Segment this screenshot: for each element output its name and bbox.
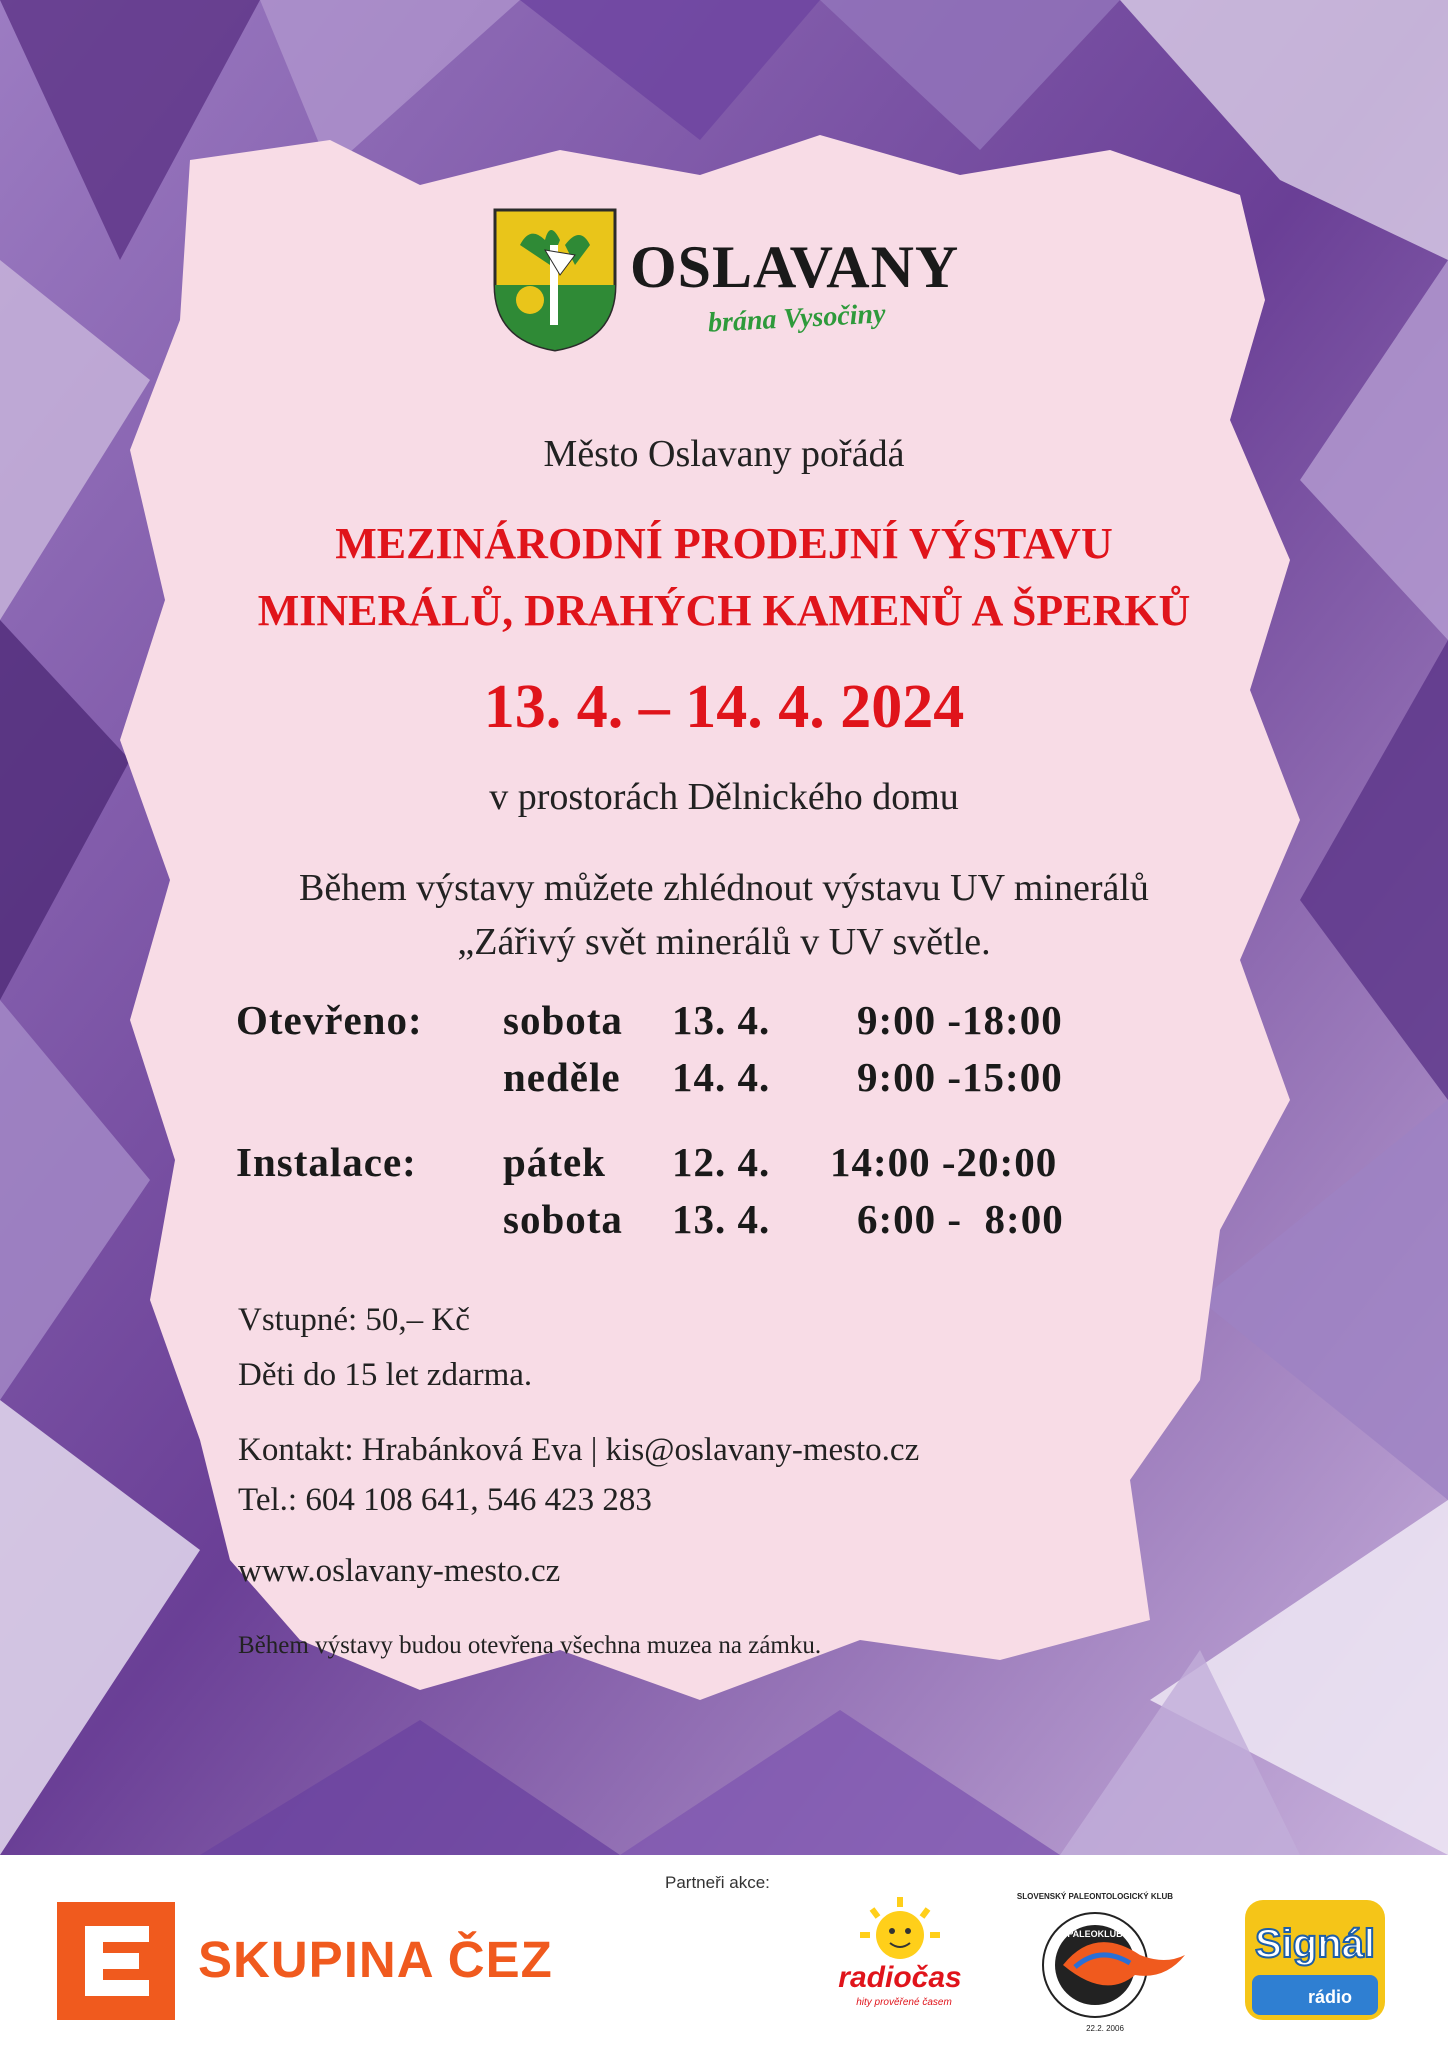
partners-footer xyxy=(0,1855,1448,2048)
radiocas-logo xyxy=(830,1895,970,2025)
sun-icon xyxy=(860,1897,940,1959)
event-title-line2: MINERÁLŮ, DRAHÝCH KAMENŮ A ŠPERKŮ xyxy=(257,586,1191,635)
logo-tagline: brána Vysočiny xyxy=(707,298,887,339)
contact-website[interactable]: www.oslavany-mesto.cz xyxy=(238,1553,561,1589)
paleoklub-name: PALEOKLUB xyxy=(1067,1929,1123,1939)
admission-children: Děti do 15 let zdarma. xyxy=(238,1357,533,1393)
signal-name: Signál xyxy=(1254,1922,1376,1966)
paleoklub-date: 22.2. 2006 xyxy=(1086,2024,1124,2033)
open-row-1-day: sobota xyxy=(503,997,623,1043)
coat-of-arms-icon xyxy=(490,205,620,355)
cez-logo-icon xyxy=(57,1902,175,2020)
partners-label: Partneři akce: xyxy=(665,1873,770,1892)
event-venue: v prostorách Dělnického domu xyxy=(489,776,959,818)
open-label: Otevřeno: xyxy=(236,997,423,1043)
open-row-2-time: 9:00 -15:00 xyxy=(857,1054,1063,1100)
contact-person: Kontakt: Hrabánková Eva | kis@oslavany-mesto.cz xyxy=(238,1432,920,1468)
install-row-2-time: 6:00 - 8:00 xyxy=(857,1196,1064,1242)
install-label: Instalace: xyxy=(236,1139,417,1185)
cez-name: SKUPINA ČEZ xyxy=(198,1931,553,1988)
radiocas-name: radiočas xyxy=(838,1961,962,1994)
install-row-1-day: pátek xyxy=(503,1139,606,1185)
paleoklub-ring-text: SLOVENSKÝ PALEONTOLOGICKÝ KLUB xyxy=(1016,1892,1174,1901)
open-row-2-date: 14. 4. xyxy=(672,1054,771,1100)
install-row-2-day: sobota xyxy=(503,1196,623,1242)
contact-phone: Tel.: 604 108 641, 546 423 283 xyxy=(238,1482,652,1518)
oslavany-logo xyxy=(490,205,960,355)
install-row-1-date: 12. 4. xyxy=(672,1139,771,1185)
uv-exhibit-line1: Během výstavy můžete zhlédnout výstavu UV minerálů xyxy=(299,867,1149,909)
open-row-1-date: 13. 4. xyxy=(672,997,771,1043)
admission-price: Vstupné: 50,– Kč xyxy=(238,1302,470,1338)
museum-note: Během výstavy budou otevřena všechna muzea na zámku. xyxy=(238,1632,822,1659)
open-row-1-time: 9:00 -18:00 xyxy=(857,997,1063,1043)
install-row-2-date: 13. 4. xyxy=(672,1196,771,1242)
organizer-line: Město Oslavany pořádá xyxy=(543,433,905,475)
signal-radio-logo xyxy=(1240,1895,1390,2025)
logo-name: OSLAVANY xyxy=(630,234,960,300)
event-title-line1: MEZINÁRODNÍ PRODEJNÍ VÝSTAVU xyxy=(335,519,1113,568)
install-row-1-time: 14:00 -20:00 xyxy=(830,1139,1058,1185)
paleoklub-logo xyxy=(1015,1885,1195,2035)
event-dates: 13. 4. – 14. 4. 2024 xyxy=(483,673,965,741)
uv-exhibit-line2: „Zářivý svět minerálů v UV světle. xyxy=(457,921,991,963)
open-row-2-day: neděle xyxy=(503,1054,621,1100)
radiocas-slogan: hity prověřené časem xyxy=(856,1997,952,2008)
signal-sub: rádio xyxy=(1307,1987,1353,2007)
